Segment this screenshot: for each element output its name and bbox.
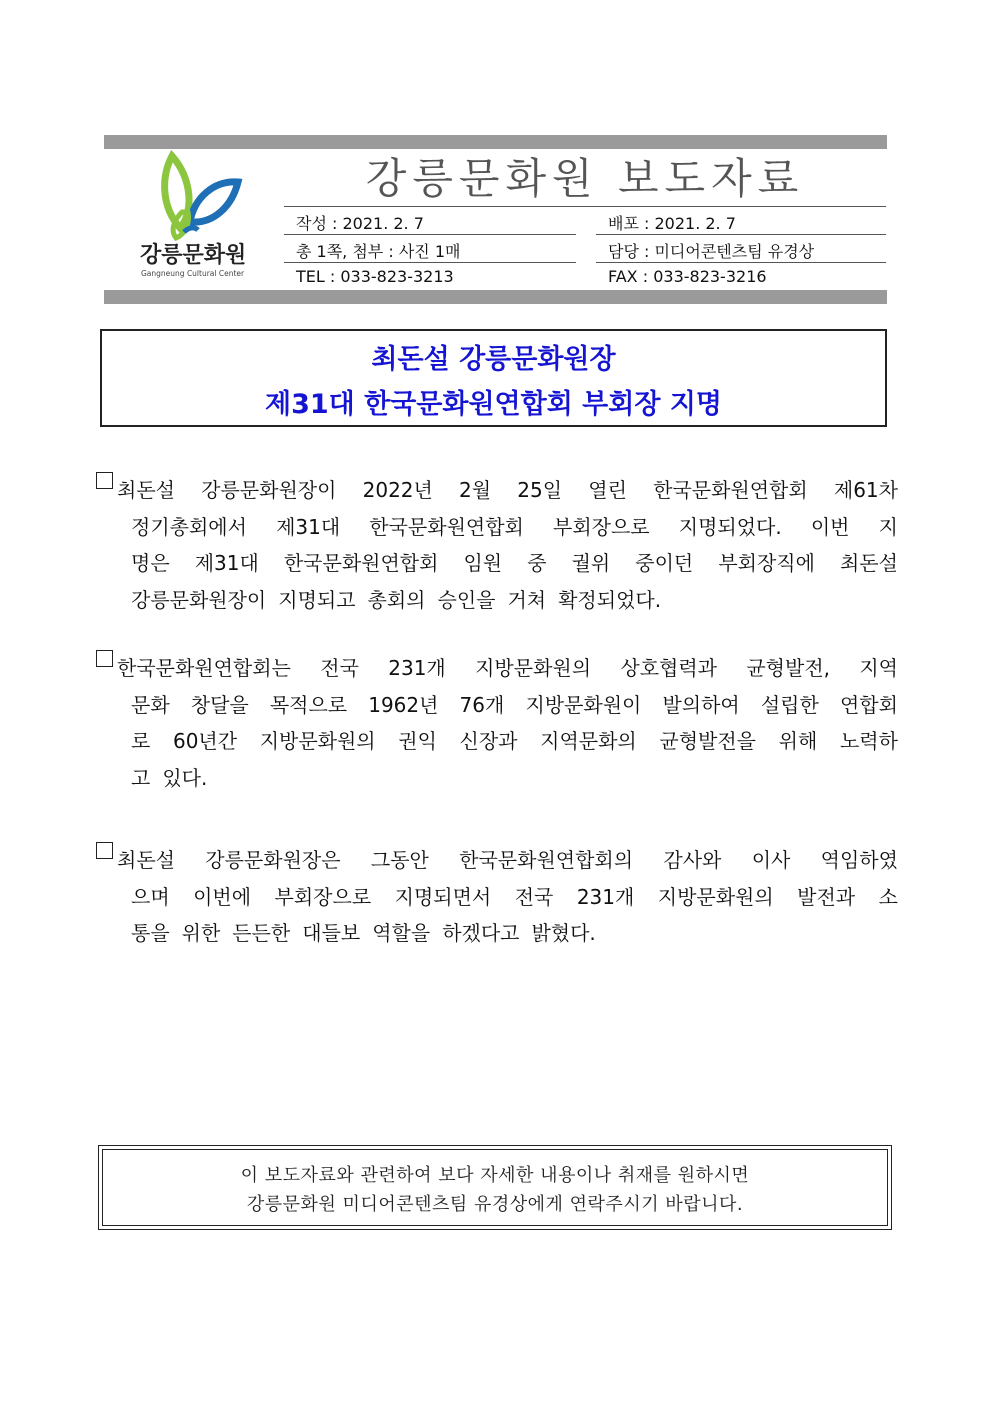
divider [284,234,576,235]
word: 상호협력과 [620,656,717,680]
word: 지역 [859,656,898,680]
word: 지방문화원의 [259,729,376,753]
word: 231개 [388,656,446,680]
word: 한국문화원연합회 [369,514,524,539]
word: 하겠다고 [442,921,520,945]
document-title: 강릉문화원 보도자료 [365,154,805,203]
word: 231개 [576,884,635,909]
divider [284,206,886,207]
word: 그동안 [370,848,429,872]
word: 제31대 [194,551,259,575]
word: 부회장으로 [553,514,650,539]
word: 문화 [131,692,170,717]
word: 전국 [320,656,359,680]
word: 최돈설 [117,848,175,872]
word: 한국문화원연합회 [283,551,439,575]
footer-line-2: 강릉문화원 미디어콘텐츠팀 유경상에게 연락주시기 바랍니다. [246,1194,744,1215]
word: 위해 [778,729,818,753]
word: 강릉문화원장이 [131,587,267,612]
written-date: 작성 : 2021. 2. 7 [296,214,424,233]
footer-line-1: 이 보도자료와 관련하여 보다 자세한 내용이나 취재를 원하시면 [240,1165,750,1186]
word: 지명되면서 [394,884,492,909]
word: 지 [878,514,898,539]
body-paragraph [96,842,898,952]
logo-subtitle: Gangneung Cultural Center [141,269,245,278]
word: 로 [131,729,151,753]
word: 지방문화원이 [525,692,642,717]
line-text [117,650,898,687]
paragraph-line [96,509,898,546]
word: 지방문화원의 [657,884,774,909]
checkbox-icon [96,650,113,667]
word: 고 [131,765,151,790]
word: 강릉문화원장은 [205,848,341,872]
word: 위한 [181,921,221,945]
paragraph-line [96,842,898,879]
word: 감사와 [663,848,722,872]
word: 한국문화원연합회의 [459,848,634,872]
body-paragraph [96,650,898,796]
word: 이번에 [193,884,252,909]
word: 2022년 [362,478,433,502]
checkbox-icon [96,842,113,859]
word: 통을 [131,921,170,945]
word: 있다. [162,765,208,790]
word: 창달을 [190,692,249,717]
word: 지명되었다. [678,514,782,539]
word: 균형발전, [746,656,830,680]
word: 역임하였 [820,848,898,872]
paragraph-line [96,879,898,916]
contact-person: 담당 : 미디어콘텐츠팀 유경상 [608,242,815,261]
paragraph-line [96,723,898,760]
word: 설립한 [760,692,819,717]
word: 중이던 [635,551,694,575]
paragraph-line [96,472,898,509]
word: 든든한 [232,921,291,945]
word: 전국 [514,884,554,909]
word: 지역문화의 [540,729,637,753]
word: 열린 [588,478,627,502]
paragraph-line [96,915,898,952]
paragraph-line [96,545,898,582]
body-paragraph [96,472,898,618]
paragraph-line [96,760,898,797]
word: 임원 [463,551,503,575]
word: 지방문화원의 [475,656,592,680]
word: 노력하 [839,729,898,753]
word: 중 [527,551,547,575]
word: 신장과 [459,729,518,753]
word: 발전과 [797,884,856,909]
checkbox-icon [96,472,113,489]
line-text [117,842,898,879]
tel-number: TEL : 033-823-3213 [296,267,454,286]
word: 제61차 [833,478,898,502]
word: 1962년 [368,692,439,717]
word: 밝혔다. [531,921,596,945]
header-bottom-bar [104,290,887,304]
word: 으며 [131,884,170,909]
word: 한국문화원연합회는 [117,656,291,680]
word: 제31대 [276,514,341,539]
word: 궐위 [571,551,611,575]
word: 확정되었다. [558,587,662,612]
word: 이사 [751,848,791,872]
distributed-date: 배포 : 2021. 2. 7 [608,214,736,233]
word: 부회장직에 [718,551,815,575]
word: 정기총회에서 [131,514,247,539]
paragraph-line [96,687,898,724]
divider [596,262,886,263]
word: 최돈설 [117,478,175,502]
word: 연합회 [839,692,898,717]
word: 지명되고 [278,587,356,612]
word: 2월 [459,478,492,502]
word: 균형발전을 [659,729,757,753]
word: 명은 [131,551,170,575]
line-text [117,472,898,509]
fax-number: FAX : 033-823-3216 [608,267,767,286]
divider [596,234,886,235]
word: 부회장으로 [274,884,372,909]
word: 권익 [398,729,437,753]
word: 역할을 [372,921,431,945]
word: 총회의 [367,587,426,612]
word: 목적으로 [269,692,348,717]
headline-line-2: 제31대 한국문화원연합회 부회장 지명 [264,389,722,420]
word: 거쳐 [507,587,547,612]
word: 발의하여 [662,692,740,717]
word: 대들보 [302,921,361,945]
headline-line-1: 최돈설 강릉문화원장 [371,344,616,375]
word: 소 [878,884,898,909]
logo-name: 강릉문화원 [140,243,247,268]
paragraph-line [96,582,898,619]
divider [284,262,576,263]
word: 한국문화원연합회 [653,478,808,502]
word: 강릉문화원장이 [201,478,337,502]
word: 이번 [810,514,850,539]
word: 25일 [517,478,563,502]
word: 76개 [459,692,505,717]
word: 60년간 [172,729,238,753]
page-count: 총 1쪽, 첨부 : 사진 1매 [296,242,461,261]
word: 승인을 [437,587,496,612]
word: 최돈설 [839,551,898,575]
paragraph-line [96,650,898,687]
